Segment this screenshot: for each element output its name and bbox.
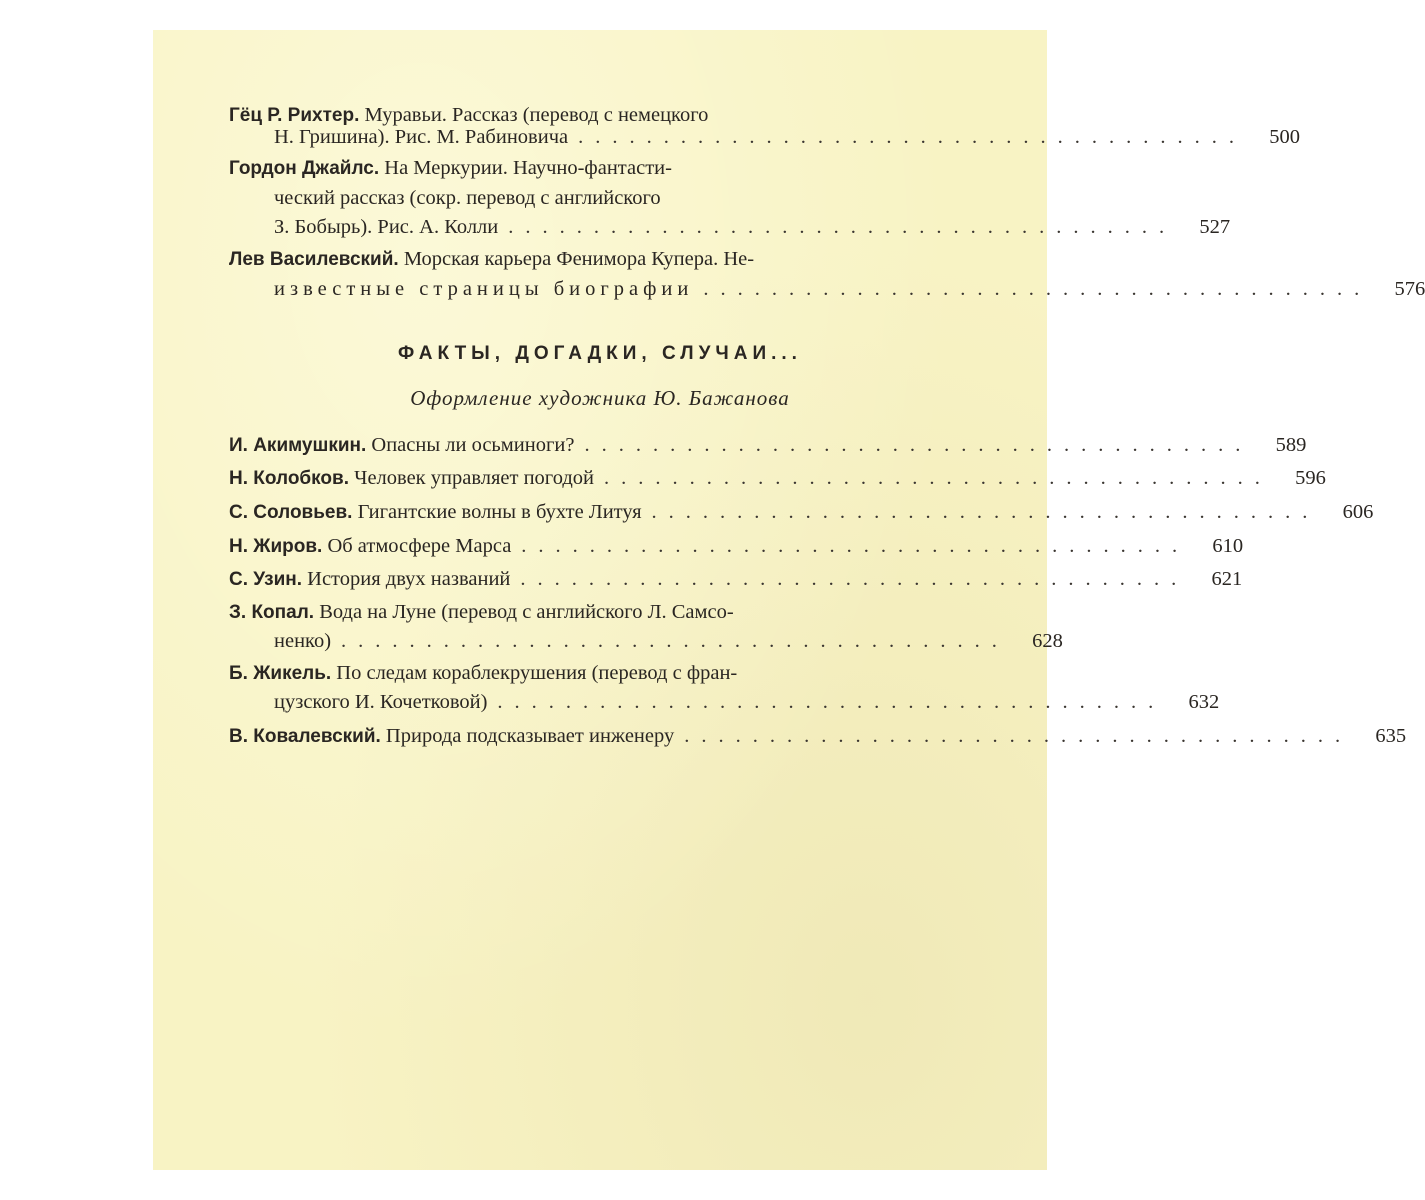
leader-dots: ....................................... [604,467,1272,489]
entry-title-continued: З. Бобырь). Рис. А. Колли [274,216,499,238]
entry-author: Б. Жикель. [229,663,332,684]
entry-page: 606 [1342,501,1374,523]
entry-title-continued: ческий рассказ (сокр. перевод с английского [274,187,661,209]
leader-dots: ....................................... [508,216,1177,238]
entry-author: С. Соловьев. [229,502,353,523]
leader-dots: ....................................... [584,434,1253,456]
entry-page: 500 [1269,126,1300,148]
leader-dots: ....................................... [520,568,1189,590]
entry-title-continued: цузского И. Кочетковой) [274,691,488,713]
entry-title: Об атмосфере Марса [327,535,512,557]
entry-author: Лев Василевский. [229,249,399,270]
entry-author: И. Акимушкин. [229,435,367,456]
entry-author: Гёц Р. Рихтер. [229,105,360,126]
entry-title: Человек управляет погодой [354,467,595,489]
entry-title: Морская карьера Фенимора Купера. Не- [403,248,755,270]
entry-page: 628 [1032,630,1063,652]
leader-dots: ....................................... [497,691,1166,713]
leader-dots: ....................................... [684,725,1353,747]
entry-author: Гордон Джайлс. [229,158,380,179]
entry-page: 527 [1199,216,1231,238]
leader-dots: ....................................... [521,535,1190,557]
entry-page: 589 [1275,434,1307,456]
entry-author: В. Ковалевский. [229,726,381,747]
entry-title: Вода на Луне (перевод с английского Л. Самсо- [319,601,734,623]
entry-title: Муравьи. Рассказ (перевод с немецкого [364,104,709,126]
entry-title: Гигантские волны в бухте Литуя [357,501,642,523]
entry-author: Н. Жиров. [229,536,323,557]
leader-dots: ....................................... [578,126,1246,148]
entry-page: 621 [1211,568,1243,590]
leader-dots: ....................................... [651,501,1320,523]
entry-title: Природа подсказывает инженеру [385,725,675,747]
entry-page: 576 [1394,278,1425,300]
entry-page: 610 [1212,535,1244,557]
leader-dots: ....................................... [703,278,1372,300]
entry-title: По следам кораблекрушения (перевод с фран- [336,662,738,684]
leader-dots: ....................................... [341,630,1009,652]
entry-page: 635 [1375,725,1407,747]
entry-title-continued: ненко) [274,630,332,652]
entry-author: З. Копал. [229,602,315,623]
entry-title-continued: Н. Гришина). Рис. М. Рабиновича [274,126,569,148]
entry-author: Н. Колобков. [229,468,349,489]
section-credit: Оформление художника Ю. Бажанова [410,386,790,410]
entry-title-continued: известные страницы биографии [274,278,694,300]
entry-title: На Меркурии. Научно-фантасти- [384,157,672,179]
entry-author: С. Узин. [229,569,303,590]
entry-title: История двух названий [307,568,511,590]
entry-page: 596 [1295,467,1326,489]
entry-page: 632 [1188,691,1220,713]
entry-title: Опасны ли осьминоги? [371,434,575,456]
section-title: ФАКТЫ, ДОГАДКИ, СЛУЧАИ... [398,343,802,364]
